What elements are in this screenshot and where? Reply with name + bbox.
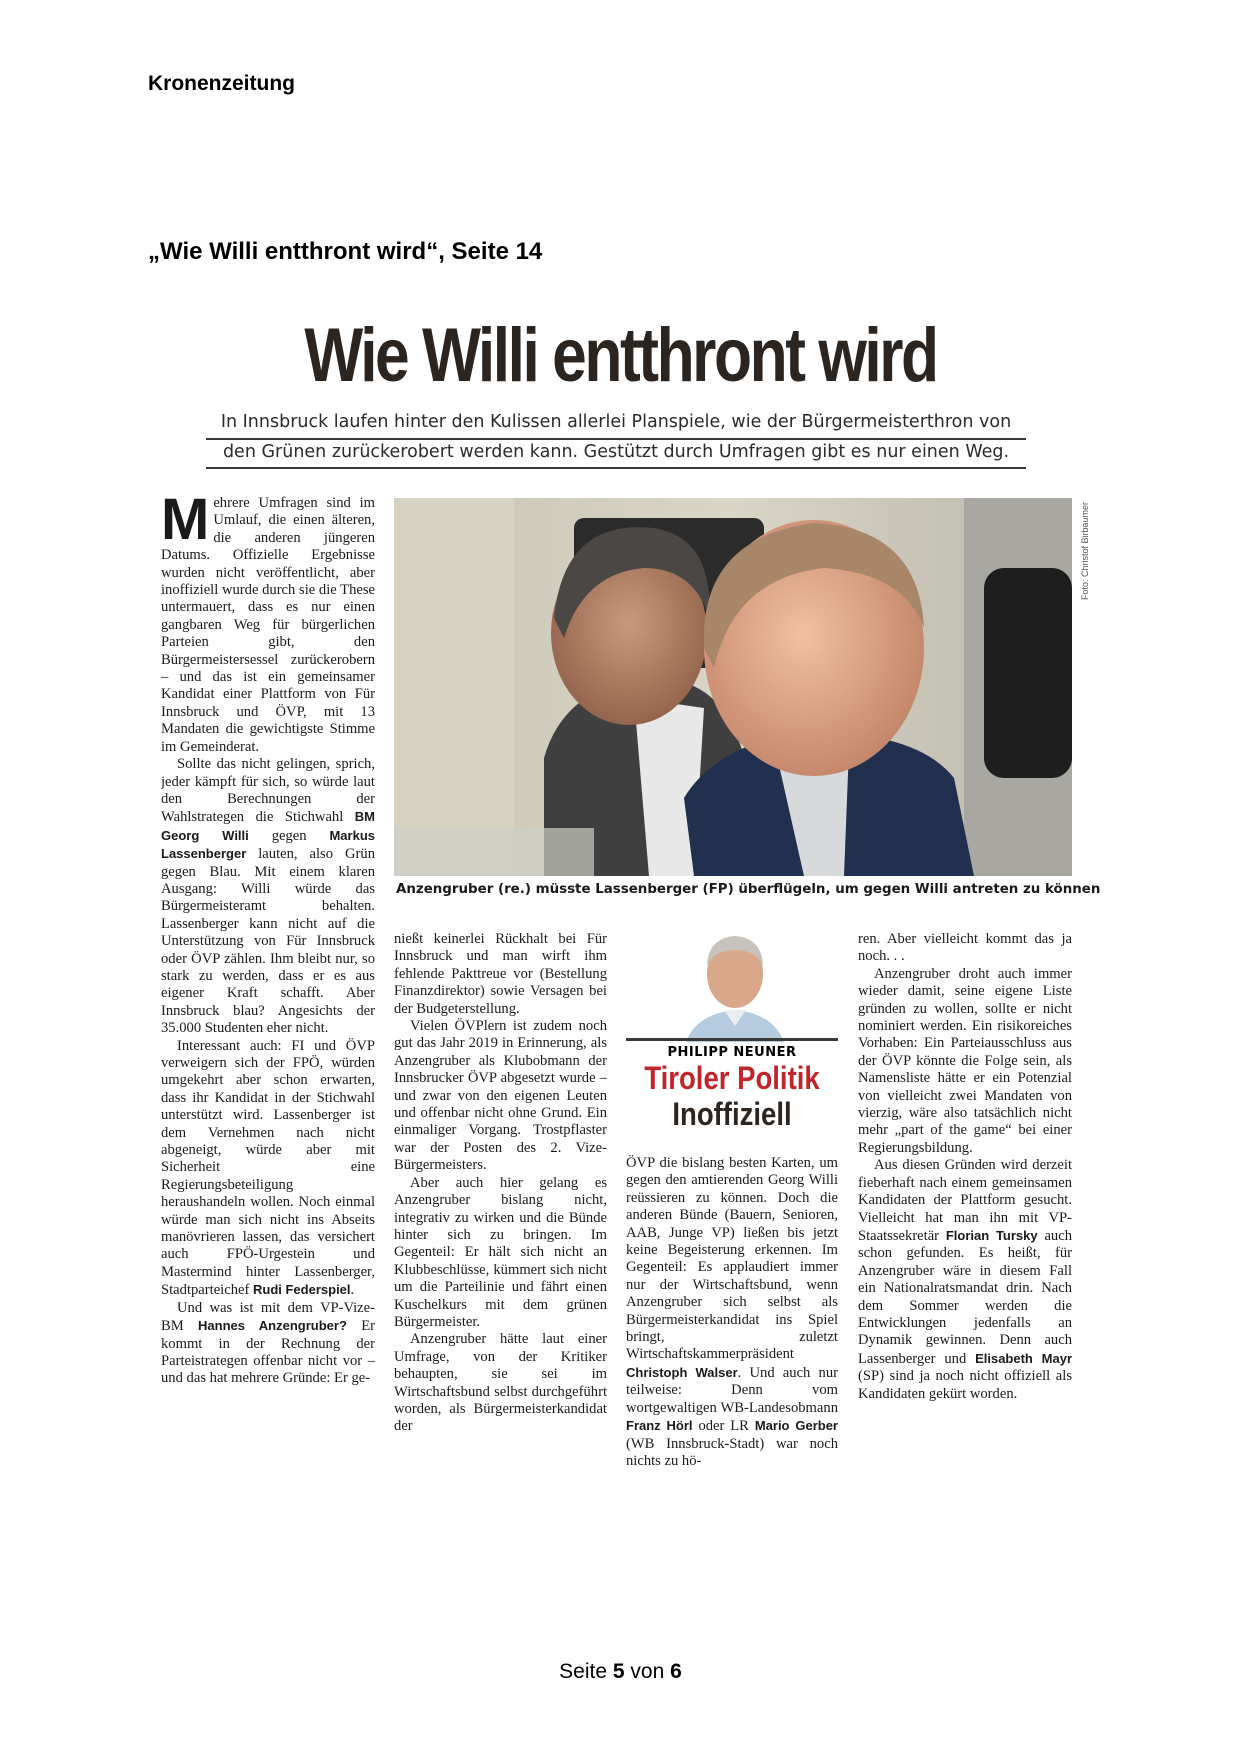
name-highlight: Elisabeth Mayr: [975, 1350, 1072, 1366]
column-kicker: Tiroler Politik: [644, 1060, 820, 1096]
paragraph: Interessant auch: FI und ÖVP verweigern sich der FPÖ, würden umgekehrt aber schon erwarten, dass ihr Kandidat in der Stichwahl unterstützt wird. Lassenberger ist dem Vernehmen nach nicht abgeneigt, würde aber mit Sicherheit eine Regierungsbeteiligung heraushandeln wollen. Noch einmal würde man sich nicht ins Abseits manövrieren lassen, das versichert auch FPÖ-Urgestein und Mastermind hinter Lassenberger, Stadtparteichef Rudi Federspiel.: [161, 1037, 375, 1299]
current-page: 5: [612, 1660, 625, 1683]
paragraph: Sollte das nicht gelingen, sprich, jeder kämpft für sich, so würde laut den Berechnungen der Wahlstrategen die Stichwahl BM Georg Willi gegen Markus Lassenberger lauten, also Grün gegen Blau. Mit einem klaren Ausgang: Willi würde das Bürgermeisteramt behalten. Lassenberger kann nicht auf die Unterstützung von Für Innsbruck oder ÖVP zählen. Ihm bleibt nur, so stark zu werden, dass er es aus eigener Kraft schafft. Aber Innsbruck blau? Angesichts der 35.000 Studenten eher nicht.: [161, 756, 375, 1037]
photo-illustration: [394, 498, 1072, 876]
paragraph: Anzengruber droht auch immer wieder damit, seine eigene Liste gründen zu wollen, sollte er nicht nominiert werden. Ein risikoreiches Vorhaben: Ein Parteiausschluss aus der ÖVP könnte die Folge sein, als Namensliste hätte er ein Potenzial von vielleicht zwei Mandaten von vierzig, wäre also tatsächlich nicht mehr „part of the game“ bei einer Regierungsbildung.: [858, 965, 1072, 1156]
photo-credit: Foto: Christof Birbaumer: [1080, 501, 1090, 601]
paragraph: Und was ist mit dem VP-Vize-BM Hannes Anzengruber? Er kommt in der Rechnung der Parteistrategen offenbar nicht vor – und das hat mehrere Gründe: Er ge-: [161, 1299, 375, 1387]
paragraph: Mehrere Umfragen sind im Umlauf, die einen älteren, die anderen jüngeren Datums. Offizielle Ergebnisse wurden nicht veröffentlicht, aber inoffiziell wurde durch sie die These untermauert, dass es nur einen gangbaren Weg für bürgerlichen Parteien gibt, den Bürgermeistersessel zurückerobern – und das ist ein gemeinsamer Kandidat einer Plattform von Für Innsbruck und ÖVP, mit 13 Mandaten die gewichtigste Stimme im Gemeinderat.: [161, 495, 375, 755]
photo-caption: Anzengruber (re.) müsste Lassenberger (FP) überflügeln, um gegen Willi antreten zu können: [396, 882, 1101, 897]
body-column-3: [626, 1155, 838, 1509]
author-portrait-image: [666, 922, 804, 1042]
name-highlight: Markus Lassenberger: [161, 827, 375, 862]
page-number: Seite 5 von 6: [559, 1660, 682, 1683]
column-kicker-subtitle: Inoffiziell: [672, 1096, 792, 1132]
column-box-rule: [626, 1038, 838, 1041]
name-highlight: Florian Tursky: [945, 1227, 1038, 1243]
body-column-2: [394, 931, 607, 1509]
name-highlight: Mario Gerber: [754, 1418, 838, 1434]
name-highlight: Franz Hörl: [626, 1418, 693, 1434]
name-highlight: Rudi Federspiel: [253, 1282, 351, 1298]
paragraph: nießt keinerlei Rückhalt bei Für Innsbruck und man wirft ihm fehlende Pakttreue vor (Bestellung Finanzdirektor) sowie Versagen bei der Budgeterstellung.: [394, 931, 607, 1017]
name-highlight: Christoph Walser: [626, 1364, 738, 1380]
article-reference: „Wie Willi entthront wird“, Seite 14: [148, 238, 543, 265]
name-highlight: BM Georg Willi: [161, 809, 375, 843]
author-portrait: [666, 922, 804, 1042]
paragraph: Vielen ÖVPlern ist zudem noch gut das Jahr 2019 in Erinnerung, als Anzengruber als Klubobmann der Innsbrucker ÖVP abgesetzt wurde – und zwar von den eigenen Leuten und offenbar nicht ohne Grund. Ein einmaliger Vorgang. Trostpflaster war der Posten des 2. Vize-Bürgermeisters.: [394, 1018, 607, 1174]
total-pages: 6: [670, 1660, 682, 1683]
lead-line-1: In Innsbruck laufen hinter den Kulissen allerlei Planspiele, wie der Bürgermeisterthron von: [206, 410, 1026, 440]
body-column-4: [858, 931, 1072, 1509]
column-author: PHILIPP NEUNER: [667, 1045, 797, 1060]
source-name: Kronenzeitung: [148, 72, 295, 95]
headline: Wie Willi entthront wird: [304, 313, 937, 398]
lead-line-2: den Grünen zurückerobert werden kann. Gestützt durch Umfragen gibt es nur einen Weg.: [206, 440, 1026, 470]
paragraph: Aus diesen Gründen wird derzeit fieberhaft nach einem gemeinsamen Kandidaten der Plattform gesucht. Vielleicht hat man ihn mit VP-Staatssekretär Florian Tursky auch schon gefunden. Es heißt, für Anzengruber wäre in diesem Fall ein Nationalratsmandat drin. Nach dem Sommer werden die Entwicklungen jedenfalls an Dynamik gewinnen. Denn auch Lassenberger und Elisabeth Mayr (SP) sind ja noch nicht offiziell als Kandidaten gekürt worden.: [858, 1157, 1072, 1402]
body-column-1: [161, 495, 375, 1509]
article-photo: [394, 498, 1072, 876]
paragraph: Anzengruber hätte laut einer Umfrage, von der Kritiker behaupten, sie sei im Wirtschaftsbund selbst durchgeführt worden, als Bürgermeisterkandidat der: [394, 1331, 607, 1435]
drop-cap: M: [161, 495, 210, 552]
paragraph: Aber auch hier gelang es Anzengruber bislang nicht, integrativ zu wirken und die Bünde hinter sich zu bringen. Im Gegenteil: Er hält sich nicht an Klubbeschlüsse, kümmert sich nicht um die Parteilinie und fährt einen Kuschelkurs mit dem grünen Bürgermeister.: [394, 1174, 607, 1330]
name-highlight: Hannes Anzengruber?: [198, 1318, 347, 1334]
paragraph: ren. Aber vielleicht kommt das ja noch. . .: [858, 931, 1072, 965]
lead-paragraph: [206, 410, 1026, 469]
paragraph: ÖVP die bislang besten Karten, um gegen den amtierenden Georg Willi reüssieren zu können. Doch die anderen Bünde (Bauern, Senioren, AAB, Junge VP) ließen bis jetzt keine Begeisterung erkennen. Im Gegenteil: Es applaudiert immer nur der Wirtschaftsbund, wenn Anzengruber sich selbst als Bürgermeisterkandidat ins Spiel bringt, zuletzt Wirtschaftskammerpräsident Christoph Walser. Und auch nur teilweise: Denn vom wortgewaltigen WB-Landesobmann Franz Hörl oder LR Mario Gerber (WB Innsbruck-Stadt) war noch nichts zu hö-: [626, 1155, 838, 1469]
